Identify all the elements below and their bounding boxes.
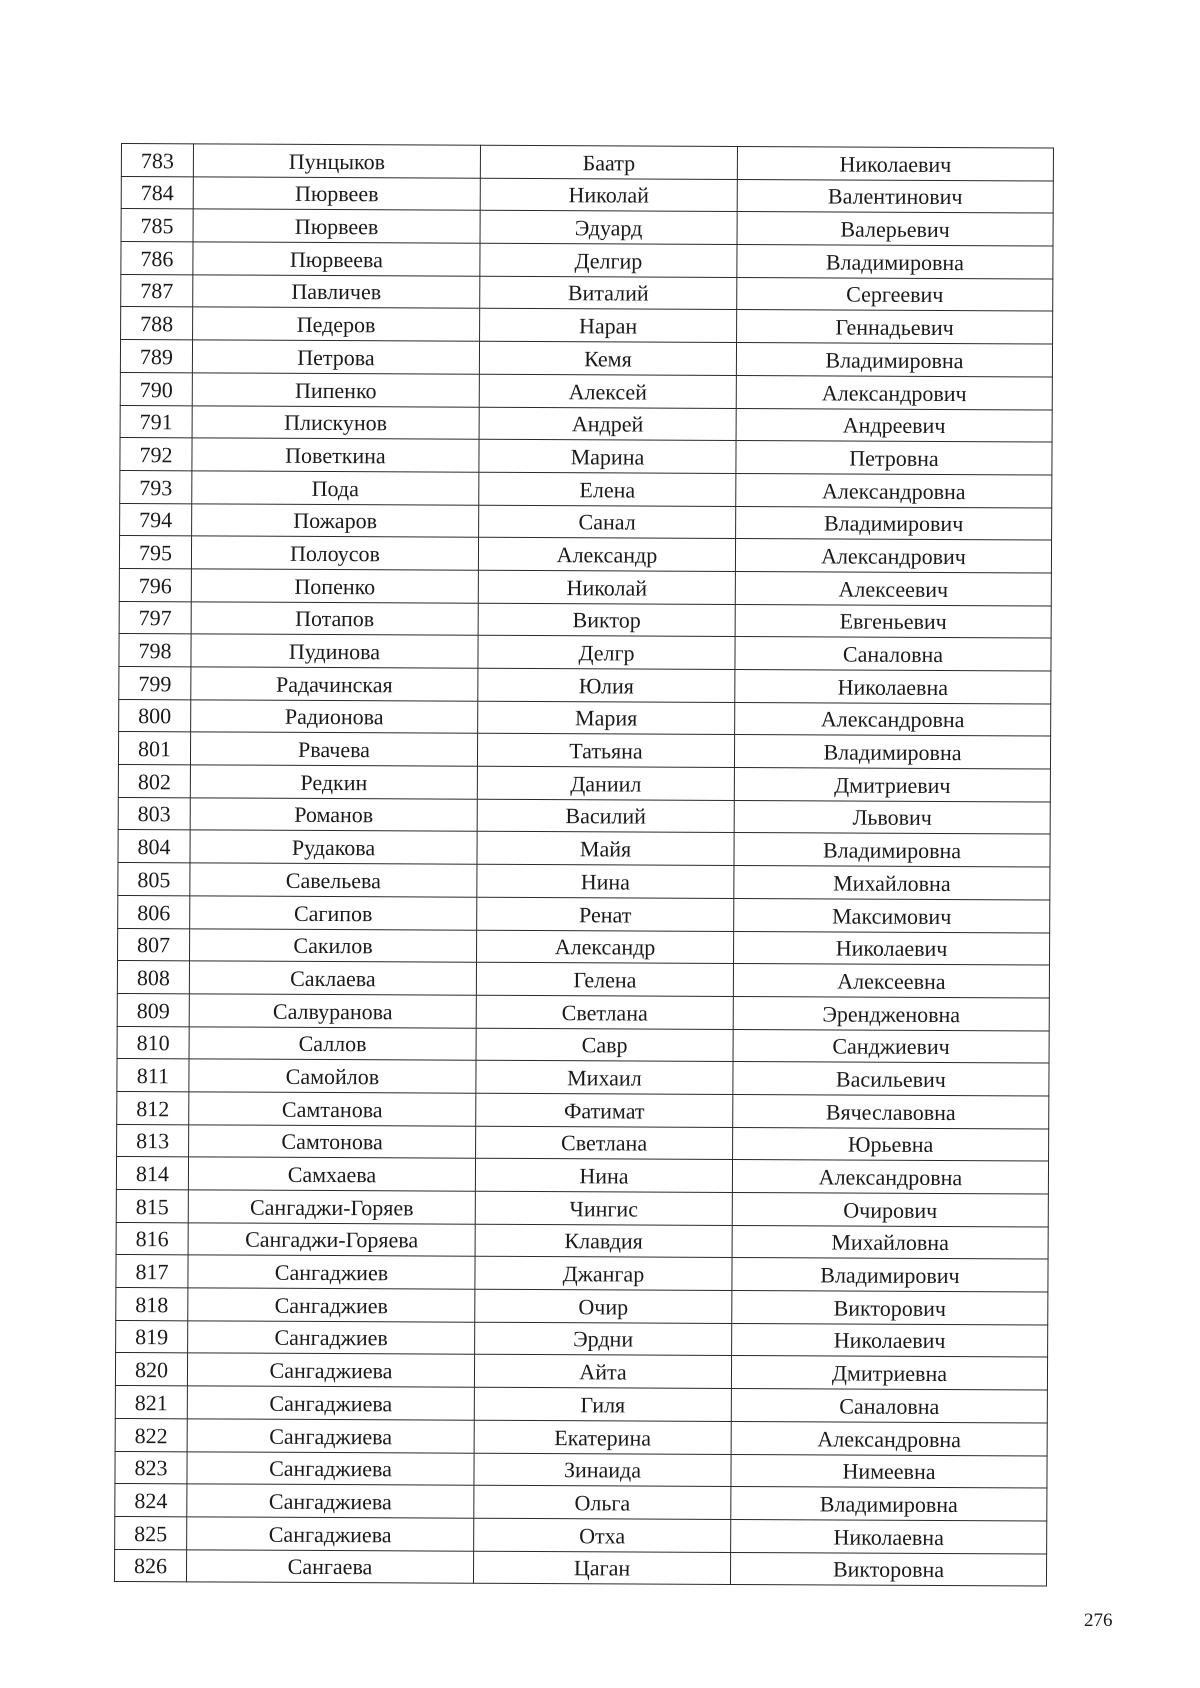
table-row bbox=[120, 503, 1052, 540]
first-name-cell: Василий bbox=[477, 799, 734, 833]
table-row bbox=[120, 372, 1052, 409]
table-row bbox=[118, 765, 1050, 802]
patronymic-cell: Владимировна bbox=[731, 1487, 1047, 1521]
first-name-cell: Делгир bbox=[480, 243, 737, 277]
row-number-cell: 815 bbox=[116, 1189, 188, 1222]
first-name-cell: Гелена bbox=[476, 962, 733, 996]
table-row bbox=[118, 895, 1050, 932]
table-row bbox=[121, 274, 1053, 311]
last-name-cell: Попенко bbox=[191, 569, 478, 603]
first-name-cell: Екатерина bbox=[474, 1420, 731, 1454]
row-number-cell: 787 bbox=[121, 274, 193, 307]
table-row bbox=[115, 1516, 1047, 1553]
first-name-cell: Татьяна bbox=[477, 734, 734, 768]
first-name-cell: Баатр bbox=[480, 145, 737, 179]
patronymic-cell: Вячеславовна bbox=[733, 1094, 1049, 1128]
first-name-cell: Алексей bbox=[479, 374, 736, 408]
last-name-cell: Рвачева bbox=[190, 732, 477, 766]
row-number-cell: 814 bbox=[116, 1157, 188, 1190]
table-row bbox=[117, 1091, 1049, 1128]
first-name-cell: Виктор bbox=[478, 603, 735, 637]
page-number: 276 bbox=[1084, 1610, 1113, 1631]
row-number-cell: 824 bbox=[115, 1484, 187, 1517]
patronymic-cell: Николаевич bbox=[732, 1323, 1048, 1357]
row-number-cell: 811 bbox=[117, 1059, 189, 1092]
patronymic-cell: Саналовна bbox=[735, 637, 1051, 671]
first-name-cell: Светлана bbox=[476, 995, 733, 1029]
first-name-cell: Светлана bbox=[476, 1126, 733, 1160]
patronymic-cell: Николаевич bbox=[737, 147, 1053, 181]
last-name-cell: Сангаджиева bbox=[187, 1517, 474, 1551]
patronymic-cell: Владимировна bbox=[734, 833, 1050, 867]
first-name-cell: Ольга bbox=[474, 1485, 731, 1519]
table-row bbox=[115, 1484, 1047, 1521]
first-name-cell: Юлия bbox=[478, 668, 735, 702]
table-row bbox=[117, 1124, 1049, 1161]
row-number-cell: 800 bbox=[119, 699, 191, 732]
table-row bbox=[116, 1320, 1048, 1357]
row-number-cell: 804 bbox=[118, 830, 190, 863]
row-number-cell: 802 bbox=[118, 765, 190, 798]
table-row bbox=[118, 830, 1050, 867]
patronymic-cell: Львович bbox=[734, 800, 1050, 834]
patronymic-cell: Владимировна bbox=[734, 735, 1050, 769]
row-number-cell: 794 bbox=[120, 503, 192, 536]
row-number-cell: 799 bbox=[119, 666, 191, 699]
first-name-cell: Чингис bbox=[475, 1191, 732, 1225]
first-name-cell: Кемя bbox=[479, 341, 736, 375]
last-name-cell: Сангаджиева bbox=[187, 1484, 474, 1518]
row-number-cell: 790 bbox=[120, 372, 192, 405]
first-name-cell: Андрей bbox=[479, 407, 736, 441]
row-number-cell: 825 bbox=[115, 1516, 187, 1549]
patronymic-cell: Валерьевич bbox=[737, 212, 1053, 246]
patronymic-cell: Николаевна bbox=[731, 1519, 1047, 1553]
table-row bbox=[116, 1157, 1048, 1194]
last-name-cell: Радачинская bbox=[191, 667, 478, 701]
table-row bbox=[120, 340, 1052, 377]
table-row bbox=[116, 1288, 1048, 1325]
first-name-cell: Марина bbox=[479, 439, 736, 473]
last-name-cell: Сангаджиев bbox=[188, 1288, 475, 1322]
first-name-cell: Савр bbox=[476, 1028, 733, 1062]
first-name-cell: Гиля bbox=[474, 1387, 731, 1421]
last-name-cell: Пюрвеева bbox=[193, 242, 480, 276]
patronymic-cell: Владимирович bbox=[736, 506, 1052, 540]
last-name-cell: Пипенко bbox=[192, 373, 479, 407]
row-number-cell: 810 bbox=[117, 1026, 189, 1059]
row-number-cell: 792 bbox=[120, 438, 192, 471]
table-row bbox=[118, 732, 1050, 769]
patronymic-cell: Дмитриевна bbox=[731, 1356, 1047, 1390]
first-name-cell: Елена bbox=[479, 472, 736, 506]
row-number-cell: 805 bbox=[118, 863, 190, 896]
table-row bbox=[119, 568, 1051, 605]
patronymic-cell: Александровна bbox=[735, 702, 1051, 736]
first-name-cell: Александр bbox=[478, 538, 735, 572]
patronymic-cell: Викторовна bbox=[730, 1552, 1046, 1586]
table-row bbox=[121, 209, 1053, 246]
last-name-cell: Самтонова bbox=[189, 1124, 476, 1158]
row-number-cell: 791 bbox=[120, 405, 192, 438]
first-name-cell: Наран bbox=[480, 309, 737, 343]
first-name-cell: Отха bbox=[474, 1518, 731, 1552]
row-number-cell: 786 bbox=[121, 242, 193, 275]
patronymic-cell: Алексеевна bbox=[733, 964, 1049, 998]
row-number-cell: 795 bbox=[119, 536, 191, 569]
first-name-cell: Цаган bbox=[473, 1551, 730, 1585]
table-row bbox=[119, 699, 1051, 736]
first-name-cell: Нина bbox=[477, 864, 734, 898]
patronymic-cell: Саналовна bbox=[731, 1389, 1047, 1423]
last-name-cell: Пода bbox=[192, 471, 479, 505]
last-name-cell: Савельева bbox=[190, 863, 477, 897]
patronymic-cell: Владимировна bbox=[737, 245, 1053, 279]
row-number-cell: 812 bbox=[117, 1091, 189, 1124]
first-name-cell: Делгр bbox=[478, 636, 735, 670]
table-row bbox=[120, 438, 1052, 475]
last-name-cell: Сангаджиева bbox=[187, 1451, 474, 1485]
table-row bbox=[115, 1386, 1047, 1423]
first-name-cell: Майя bbox=[477, 832, 734, 866]
patronymic-cell: Александрович bbox=[736, 375, 1052, 409]
patronymic-cell: Николаевич bbox=[733, 931, 1049, 965]
patronymic-cell: Очирович bbox=[732, 1193, 1048, 1227]
row-number-cell: 818 bbox=[116, 1288, 188, 1321]
first-name-cell: Джангар bbox=[475, 1257, 732, 1291]
row-number-cell: 826 bbox=[114, 1549, 186, 1582]
last-name-cell: Сагипов bbox=[190, 896, 477, 930]
patronymic-cell: Евгеньевич bbox=[735, 604, 1051, 638]
row-number-cell: 807 bbox=[118, 928, 190, 961]
table-row bbox=[115, 1451, 1047, 1488]
last-name-cell: Салвуранова bbox=[189, 994, 476, 1028]
patronymic-cell: Владимирович bbox=[732, 1258, 1048, 1292]
last-name-cell: Поветкина bbox=[192, 438, 479, 472]
last-name-cell: Плискунов bbox=[192, 405, 479, 439]
row-number-cell: 793 bbox=[120, 470, 192, 503]
patronymic-cell: Нимеевна bbox=[731, 1454, 1047, 1488]
last-name-cell: Сангаджиева bbox=[187, 1419, 474, 1453]
last-name-cell: Самхаева bbox=[188, 1157, 475, 1191]
first-name-cell: Зинаида bbox=[474, 1453, 731, 1487]
last-name-cell: Пожаров bbox=[192, 503, 479, 537]
patronymic-cell: Александровна bbox=[731, 1421, 1047, 1455]
row-number-cell: 823 bbox=[115, 1451, 187, 1484]
table-row bbox=[114, 1549, 1046, 1586]
last-name-cell: Потапов bbox=[191, 601, 478, 635]
first-name-cell: Эдуард bbox=[480, 211, 737, 245]
first-name-cell: Очир bbox=[475, 1289, 732, 1323]
patronymic-cell: Дмитриевич bbox=[734, 768, 1050, 802]
table-row bbox=[115, 1353, 1047, 1390]
first-name-cell: Николай bbox=[480, 178, 737, 212]
row-number-cell: 819 bbox=[116, 1320, 188, 1353]
last-name-cell: Педеров bbox=[193, 307, 480, 341]
patronymic-cell: Михайловна bbox=[734, 866, 1050, 900]
first-name-cell: Нина bbox=[475, 1159, 732, 1193]
first-name-cell: Айта bbox=[474, 1355, 731, 1389]
last-name-cell: Пюрвеев bbox=[193, 209, 480, 243]
first-name-cell: Клавдия bbox=[475, 1224, 732, 1258]
table-row bbox=[118, 863, 1050, 900]
table-row bbox=[121, 307, 1053, 344]
first-name-cell: Мария bbox=[478, 701, 735, 735]
row-number-cell: 809 bbox=[117, 993, 189, 1026]
table-row bbox=[120, 405, 1052, 442]
table-row bbox=[116, 1255, 1048, 1292]
last-name-cell: Пудинова bbox=[191, 634, 478, 668]
patronymic-cell: Михайловна bbox=[732, 1225, 1048, 1259]
last-name-cell: Павличев bbox=[193, 275, 480, 309]
row-number-cell: 783 bbox=[121, 144, 193, 177]
last-name-cell: Рудакова bbox=[190, 830, 477, 864]
patronymic-cell: Петровна bbox=[736, 441, 1052, 475]
row-number-cell: 797 bbox=[119, 601, 191, 634]
patronymic-cell: Александрович bbox=[735, 539, 1051, 573]
patronymic-cell: Геннадьевич bbox=[737, 310, 1053, 344]
row-number-cell: 816 bbox=[116, 1222, 188, 1255]
first-name-cell: Санал bbox=[479, 505, 736, 539]
last-name-cell: Самтанова bbox=[189, 1092, 476, 1126]
row-number-cell: 789 bbox=[120, 340, 192, 373]
patronymic-cell: Владимировна bbox=[736, 343, 1052, 377]
first-name-cell: Николай bbox=[478, 570, 735, 604]
table-row bbox=[118, 797, 1050, 834]
table-row bbox=[121, 176, 1053, 213]
last-name-cell: Сангаджи-Горяев bbox=[188, 1190, 475, 1224]
row-number-cell: 784 bbox=[121, 176, 193, 209]
first-name-cell: Александр bbox=[476, 930, 733, 964]
patronymic-cell: Эрендженовна bbox=[733, 996, 1049, 1030]
last-name-cell: Пюрвеев bbox=[193, 177, 480, 211]
last-name-cell: Сангаджиев bbox=[188, 1321, 475, 1355]
row-number-cell: 813 bbox=[117, 1124, 189, 1157]
patronymic-cell: Викторович bbox=[732, 1291, 1048, 1325]
last-name-cell: Сакилов bbox=[190, 928, 477, 962]
patronymic-cell: Александровна bbox=[732, 1160, 1048, 1194]
first-name-cell: Михаил bbox=[476, 1060, 733, 1094]
row-number-cell: 822 bbox=[115, 1418, 187, 1451]
row-number-cell: 788 bbox=[121, 307, 193, 340]
table-row bbox=[119, 634, 1051, 671]
table-row bbox=[116, 1189, 1048, 1226]
last-name-cell: Сангаджиева bbox=[187, 1386, 474, 1420]
row-number-cell: 803 bbox=[118, 797, 190, 830]
table-row bbox=[121, 242, 1053, 279]
row-number-cell: 821 bbox=[115, 1386, 187, 1419]
patronymic-cell: Васильевич bbox=[733, 1062, 1049, 1096]
table-row bbox=[120, 470, 1052, 507]
last-name-cell: Сангаджи-Горяева bbox=[188, 1223, 475, 1257]
last-name-cell: Сангаджиева bbox=[187, 1353, 474, 1387]
last-name-cell: Редкин bbox=[190, 765, 477, 799]
first-name-cell: Даниил bbox=[477, 766, 734, 800]
table-row bbox=[117, 961, 1049, 998]
last-name-cell: Самойлов bbox=[189, 1059, 476, 1093]
roster-table bbox=[114, 143, 1054, 1587]
last-name-cell: Полоусов bbox=[191, 536, 478, 570]
row-number-cell: 820 bbox=[115, 1353, 187, 1386]
first-name-cell: Ренат bbox=[477, 897, 734, 931]
table-row bbox=[119, 536, 1051, 573]
patronymic-cell: Максимович bbox=[734, 898, 1050, 932]
table-row bbox=[121, 144, 1053, 181]
patronymic-cell: Николаевна bbox=[735, 670, 1051, 704]
table-row bbox=[118, 928, 1050, 965]
table-row bbox=[119, 601, 1051, 638]
patronymic-cell: Алексеевич bbox=[735, 571, 1051, 605]
row-number-cell: 801 bbox=[118, 732, 190, 765]
row-number-cell: 806 bbox=[118, 895, 190, 928]
last-name-cell: Саллов bbox=[189, 1026, 476, 1060]
table-row bbox=[117, 993, 1049, 1030]
row-number-cell: 817 bbox=[116, 1255, 188, 1288]
row-number-cell: 796 bbox=[119, 568, 191, 601]
table-row bbox=[116, 1222, 1048, 1259]
row-number-cell: 808 bbox=[117, 961, 189, 994]
patronymic-cell: Юрьевна bbox=[733, 1127, 1049, 1161]
last-name-cell: Петрова bbox=[192, 340, 479, 374]
table-row bbox=[117, 1059, 1049, 1096]
last-name-cell: Радионова bbox=[191, 700, 478, 734]
table-row bbox=[119, 666, 1051, 703]
last-name-cell: Сангаджиев bbox=[188, 1255, 475, 1289]
patronymic-cell: Андреевич bbox=[736, 408, 1052, 442]
patronymic-cell: Санджиевич bbox=[733, 1029, 1049, 1063]
table-row bbox=[117, 1026, 1049, 1063]
last-name-cell: Сангаева bbox=[186, 1549, 473, 1583]
row-number-cell: 798 bbox=[119, 634, 191, 667]
roster-table-body bbox=[114, 144, 1053, 1587]
last-name-cell: Романов bbox=[190, 798, 477, 832]
patronymic-cell: Александровна bbox=[736, 473, 1052, 507]
first-name-cell: Эрдни bbox=[475, 1322, 732, 1356]
table-row bbox=[115, 1418, 1047, 1455]
row-number-cell: 785 bbox=[121, 209, 193, 242]
patronymic-cell: Валентинович bbox=[737, 179, 1053, 213]
first-name-cell: Виталий bbox=[480, 276, 737, 310]
last-name-cell: Пунцыков bbox=[193, 144, 480, 178]
last-name-cell: Саклаева bbox=[189, 961, 476, 995]
patronymic-cell: Сергеевич bbox=[737, 277, 1053, 311]
first-name-cell: Фатимат bbox=[476, 1093, 733, 1127]
